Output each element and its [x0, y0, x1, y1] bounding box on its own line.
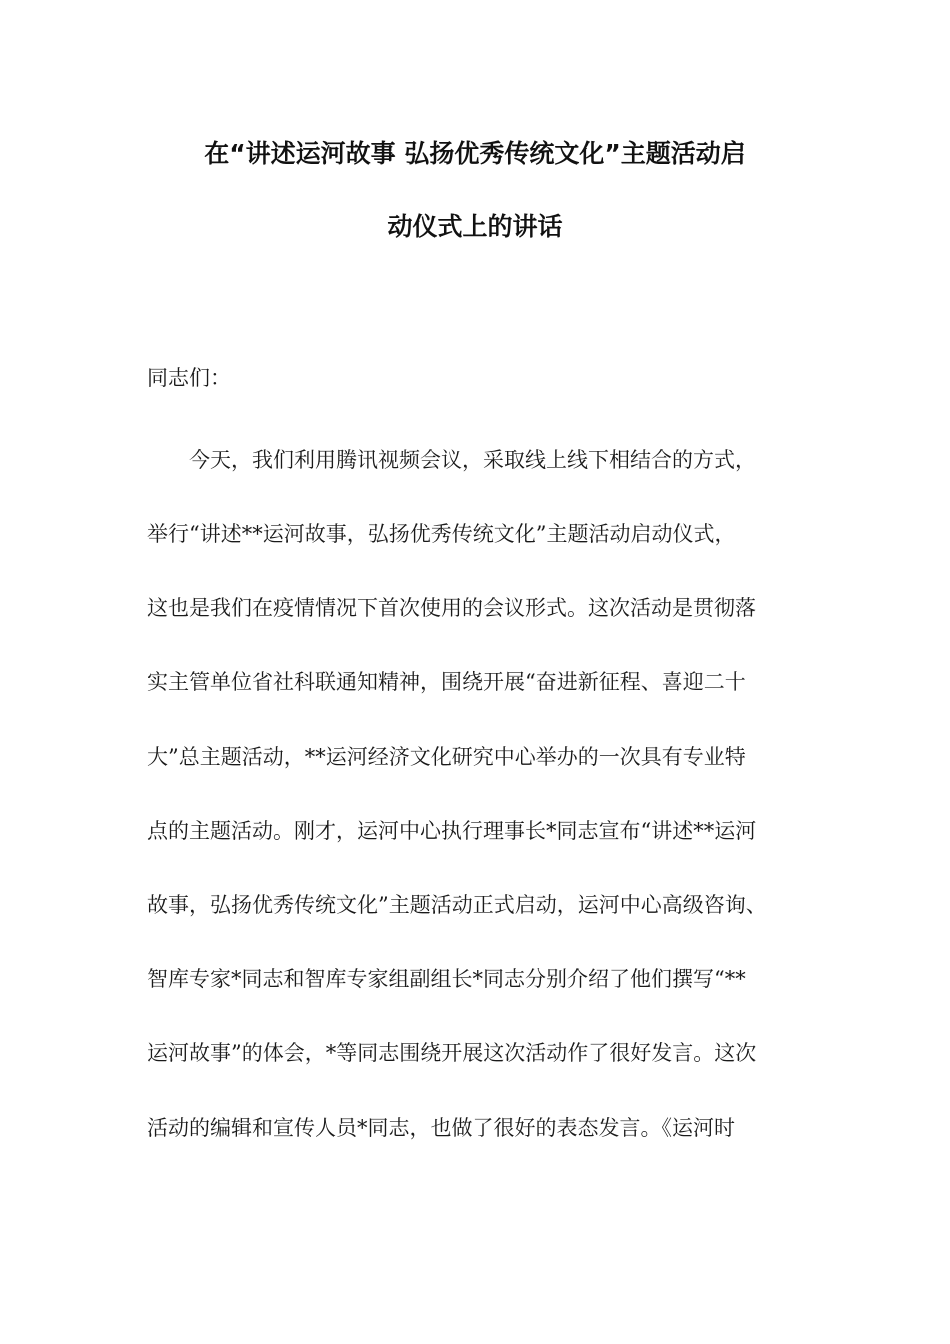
- body-line: 运河故事”的体会，*等同志围绕开展这次活动作了很好发言。这次: [147, 1041, 757, 1065]
- salutation: 同志们：: [147, 366, 231, 390]
- body-line: 智库专家*同志和智库专家组副组长*同志分别介绍了他们撰写“**: [147, 967, 746, 991]
- document-title-line-2: 动仪式上的讲话: [387, 212, 563, 241]
- body-line: 活动的编辑和宣传人员*同志，也做了很好的表态发言。《运河时: [147, 1116, 735, 1140]
- body-line: 这也是我们在疫情情况下首次使用的会议形式。这次活动是贯彻落: [147, 596, 756, 620]
- document-title-line-1: 在“讲述运河故事 弘扬优秀传统文化”主题活动启: [204, 139, 746, 168]
- body-line: 实主管单位省社科联通知精神，围绕开展“奋进新征程、喜迎二十: [147, 670, 746, 694]
- body-line: 点的主题活动。刚才，运河中心执行理事长*同志宣布“讲述**运河: [147, 819, 757, 843]
- body-line: 大”总主题活动，**运河经济文化研究中心举办的一次具有专业特: [147, 745, 746, 769]
- body-line: 故事，弘扬优秀传统文化”主题活动正式启动，运河中心高级咨询、: [147, 893, 767, 917]
- body-line: 举行“讲述**运河故事，弘扬优秀传统文化”主题活动启动仪式，: [147, 522, 736, 546]
- body-line: 今天，我们利用腾讯视频会议，采取线上线下相结合的方式，: [189, 448, 756, 472]
